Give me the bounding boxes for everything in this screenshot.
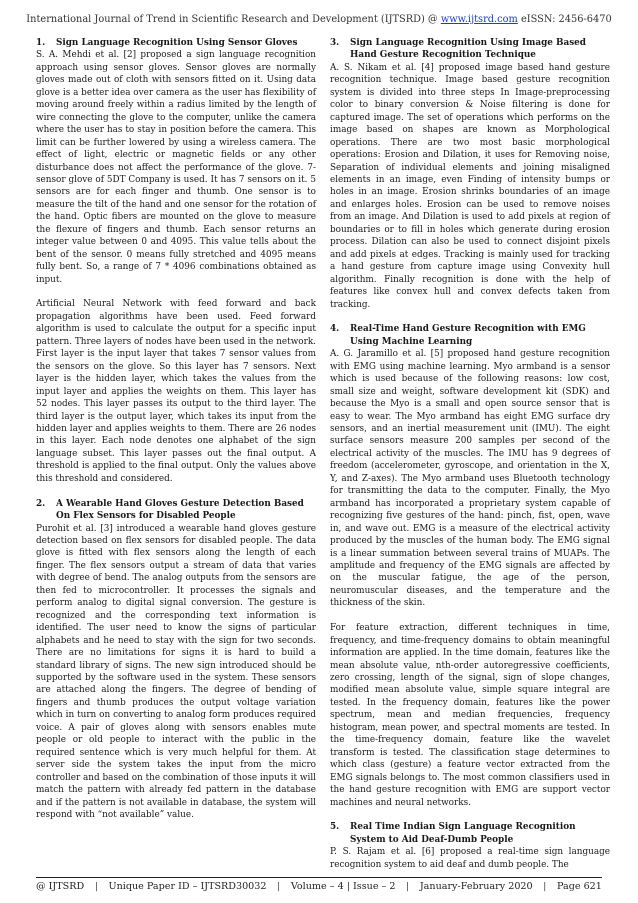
section-title: Real Time Indian Sign Language Recognition System to Aid Deaf-Dumb People xyxy=(350,822,576,845)
section-number: 1. xyxy=(36,38,46,48)
footer-separator: | xyxy=(543,881,547,892)
paragraph: S. A. Mehdi et al. [2] proposed a sign language recognition approach using sensor gloves. Sensor gloves are normally gloves made out of cloth with sensors fitted on it. Using data glove is a better idea over camera as the user has flexibility of moving around freely within a radius limited by the length of wire connecting the glove to the computer, unlike the camera where the user has to stay in position before the camera. This limit can be further lowered by using a wireless camera. The effect of light, electric or magnetic fields or any other disturbance does not affect the performance of the glove. 7-sensor glove of 5DT Company is used. It has 7 sensors on it. 5 sensors are for each finger and thumb. One sensor is to measure the tilt of the hand and one sensor for the rotation of the hand. Optic fibers are mounted on the glove to measure the flexure of fingers and thumb. Each sensor returns an integer value between 0 and 4095. This value tells about the bent of the sensor. 0 means fully stretched and 4095 means fully bent. So, a range of 7 * 4096 combinations obtained as input. xyxy=(36,50,316,285)
section-title: Sign Language Recognition Using Sensor Gloves xyxy=(56,38,298,48)
footer-separator: | xyxy=(277,881,281,892)
section-number: 3. xyxy=(330,38,340,48)
journal-website-link[interactable]: www.ijtsrd.com xyxy=(440,14,518,25)
footer-volume: Volume – 4 | Issue – 2 xyxy=(290,881,396,892)
journal-header xyxy=(0,14,638,25)
section-number: 2. xyxy=(36,498,46,509)
paragraph: A. S. Nikam et al. [4] proposed image based hand gesture recognition technique. Image based gesture recognition system is divided into three steps In Image-preprocessing color to binary conversion & Noise filtering is done for captured image. The set of operations which performs on the image based on shapes are known as Morphological operations. There are two most basic morphological operations: Erosion and Dilation, it uses for Removing noise, Separation of individual elements and joining misaligned elements in an image, even Finding of intensity bumps or holes in an image. Erosion shrinks boundaries of an image and enlarges holes. Erosion can be used to remove noises from an image. And Dilation is used to add pixels at region of boundaries or to fill in holes which generate during erosion process. Dilation can also be used to connect disjoint pixels and add pixels at edges. Tracking is mainly used for tracking a hand gesture from capture image using Convexity hull algorithm. Finally recognition is done with the help of features like convex hull and convex defects taken from tracking. xyxy=(330,62,610,310)
paragraph: Purohit et al. [3] introduced a wearable hand gloves gesture detection based on flex sensors for disabled people. The data glove is fitted with flex sensors along the length of each finger. The flex sensors output a stream of data that varies with degree of bend. The analog outputs from the sensors are then fed to microcontroller. It processes the signals and perform analog to digital signal conversion. The gesture is recognized and the corresponding text information is identified. The user need to know the signs of particular alphabets and he need to stay with the sign for two seconds. There are no limitations for signs it is hard to build a standard library of signs. The new sign introduced should be supported by the software used in the system. These sensors are attached along the fingers. The degree of bending of fingers and thumb produces the output voltage variation which in turn on converting to analog form produces required voice. A pair of gloves along with sensors enables mute people or old people to interact with the public in the required sentence which is very much helpful for them. At server side the system takes the input from the micro controller and based on the combination of those inputs it will match the pattern with already fed pattern in the database and if the pattern is not available in database, the system will respond with “not available” value. xyxy=(36,523,316,820)
paragraph: Artificial Neural Network with feed forward and back propagation algorithms have been used. Feed forward algorithm is used to calculate the output for a specific input pattern. Three layers of nodes have been used in the network. First layer is the input layer that takes 7 sensor values from the sensors on the glove. So this layer has 7 sensors. Next layer is the hidden layer, which takes the values from the input layer and applies the weights on them. This layer has 52 nodes. This layer passes its output to the third layer. The third layer is the output layer, which takes its input from the hidden layer and applies weights to them. There are 26 nodes in this layer. Each node denotes one alphabet of the sign language subset. This layer passes out the final output. A threshold is applied to the final output. Only the values above this threshold and considered. xyxy=(36,299,316,484)
footer-separator: | xyxy=(406,881,410,892)
journal-footer xyxy=(36,881,602,892)
footer-divider xyxy=(36,877,602,878)
section-heading-1 xyxy=(36,37,316,49)
paragraph: P. S. Rajam et al. [6] proposed a real-time sign language recognition system to aid deaf and dumb people. The xyxy=(330,847,610,870)
section-number: 4. xyxy=(330,324,340,335)
right-column xyxy=(330,37,610,871)
footer-journal: @ IJTSRD xyxy=(36,881,85,892)
footer-paper-id: Unique Paper ID – IJTSRD30032 xyxy=(108,881,267,892)
paragraph: For feature extraction, different techniques in time, frequency, and time-frequency domains to obtain meaningful information are applied. In the time domain, features like the mean absolute value, nth-order autoregressive coefficients, zero crossing, length of the signal, sign of slope changes, modified mean absolute value, simple square integral are tested. In the frequency domain, features like the power spectrum, mean and median frequencies, frequency histogram, mean power, and spectral moments are tested. In the time-frequency domain, feature like the wavelet transform is tested. The classification stage determines to which class (gesture) a feature vector extracted from the EMG signals belongs to. The most common classifiers used in the hand gesture recognition with EMG are support vector machines and neural networks. xyxy=(330,623,610,808)
header-title: International Journal of Trend in Scientific Research and Development (IJTSRD) @ xyxy=(26,14,441,25)
section-title: A Wearable Hand Gloves Gesture Detection Based On Flex Sensors for Disabled People xyxy=(56,498,304,522)
section-heading-3 xyxy=(330,37,610,62)
section-title: Real-Time Hand Gesture Recognition with EMG Using Machine Learning xyxy=(350,324,586,347)
paragraph: A. G. Jaramillo et al. [5] proposed hand gesture recognition with EMG using machine learning. Myo armband is a sensor which is used because of the following reasons: low cost, small size and weight, software development kit (SDK) and because the Myo is a small and open source sensor that is easy to wear. The Myo armband has eight EMG surface dry sensors, and an inertial measurement unit (IMU). The eight surface sensors measure 200 samples per second of the electrical activity of the muscles. The IMU has 9 degrees of freedom (accelerometer, gyroscope, and orientation in the X, Y, and Z-axes). The Myo armband uses Bluetooth technology for transmitting the data to the computer. Finally, the Myo armband has incorporated a proprietary system capable of recognizing five gestures of the hand: pinch, fist, open, wave in, and wave out. EMG is a measure of the electrical activity produced by the muscles of the human body. The EMG signal is a linear summation between several trains of MUAPs. The amplitude and frequency of the EMG signals are affected by on the muscular fatigue, the age of the person, neuromuscular diseases, and the temperature and the thickness of the skin. xyxy=(330,349,610,609)
section-heading-4 xyxy=(330,323,610,348)
section-number: 5. xyxy=(330,822,340,833)
footer-date: January-February 2020 xyxy=(419,881,533,892)
footer-page-number: Page 621 xyxy=(556,881,602,892)
section-title: Sign Language Recognition Using Image Based Hand Gesture Recognition Technique xyxy=(350,38,586,61)
footer-separator: | xyxy=(94,881,98,892)
section-heading-2 xyxy=(36,498,316,523)
section-heading-5 xyxy=(330,821,610,846)
left-column xyxy=(36,37,316,821)
header-issn: eISSN: 2456-6470 xyxy=(517,14,612,25)
